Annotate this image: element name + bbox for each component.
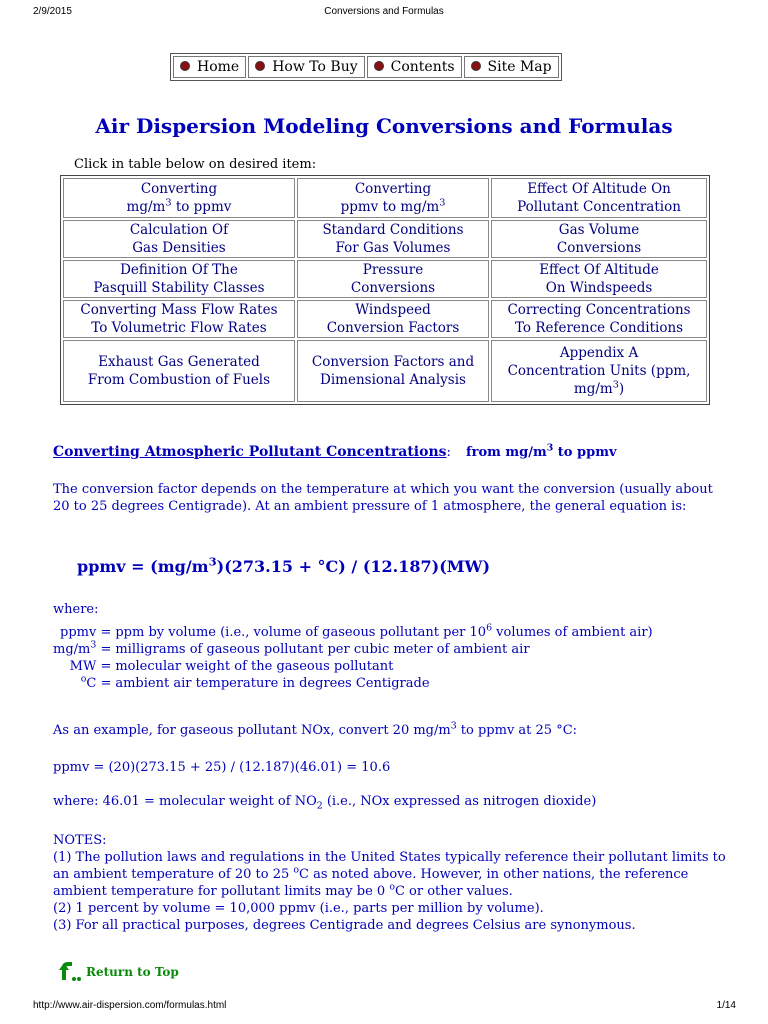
section-heading: Converting Atmospheric Pollutant Concentrations: from $mg/m^3$ to ppmv [53,442,617,460]
toc-altitude-concentration[interactable]: Effect Of Altitude On Pollutant Concentration [491,178,707,218]
section-subtitle: from $mg/m^3$ to ppmv [466,442,617,460]
where-label: where: [53,602,99,617]
bullet-icon [471,61,481,71]
intro-paragraph: The conversion factor depends on the temperature at which you want the conversion (usually about 20 to 25 degrees Centigrade). At an ambient pressure of 1 atmosphere, the general equation is: [53,482,713,514]
calculation-line: ppmv = (20)(273.15 + 25) / (12.187)(46.01) = 10.6 [53,760,391,775]
toc-gas-densities[interactable]: Calculation Of Gas Densities [63,220,295,258]
toc-standard-conditions[interactable]: Standard Conditions For Gas Volumes [297,220,489,258]
return-arrow-icon [58,960,84,985]
toc-altitude-windspeeds[interactable]: Effect Of Altitude On Windspeeds [491,260,707,298]
instruction-text: Click in table below on desired item: [74,157,317,172]
notes-title: NOTES: [53,833,107,848]
nav-site-map[interactable]: Site Map [464,56,559,78]
def-value: ppm by volume (i.e., volume of gaseous pollutant per $10^6$ volumes of ambient air) [115,622,653,640]
note-1: (1) The pollution laws and regulations in the United States typically reference their pollutant limits to an ambient temperature of 20 to 25 $^o$C as noted above. However, in other nations, the reference ambient temperature for pollutant limits may be 0 $^o$C or other values. [53,850,726,899]
toc-mass-flow[interactable]: Converting Mass Flow Rates To Volumetric Flow Rates [63,300,295,338]
page-title: Air Dispersion Modeling Conversions and Formulas [95,114,673,138]
def-key: MW = [69,659,112,674]
molecular-weight-line: where: 46.01 = molecular weight of $NO_2$ (i.e., NOx expressed as nitrogen dioxide) [53,794,597,812]
note-3: (3) For all practical purposes, degrees Centigrade and degrees Celsius are synonymous. [53,918,636,933]
footer-page: 1/14 [716,1000,736,1011]
nav-contents[interactable]: Contents [367,56,462,78]
nav-how-to-buy[interactable]: How To Buy [248,56,364,78]
toc-exhaust-gas[interactable]: Exhaust Gas Generated From Combustion of Fuels [63,340,295,402]
toc-gas-volume[interactable]: Gas Volume Conversions [491,220,707,258]
bullet-icon [255,61,265,71]
def-value: milligrams of gaseous pollutant per cubic meter of ambient air [115,642,530,657]
example-line: As an example, for gaseous pollutant NOx, convert 20 $mg/m^3$ to ppmv at 25 °C: [53,720,578,738]
definitions [53,624,653,692]
section-title[interactable]: Converting Atmospheric Pollutant Concentrations [53,444,447,460]
toc-dimensional-analysis[interactable]: Conversion Factors and Dimensional Analysis [297,340,489,402]
bullet-icon [180,61,190,71]
def-value: molecular weight of the gaseous pollutant [115,659,394,674]
nav-home[interactable]: Home [173,56,246,78]
def-key: $^o$C = [80,673,112,691]
return-to-top-link[interactable]: Return to Top [58,960,179,985]
footer-url: http://www.air-dispersion.com/formulas.html [33,1000,227,1011]
def-key: ppmv = [60,625,112,640]
print-title: Conversions and Formulas [324,6,444,17]
toc-windspeed[interactable]: Windspeed Conversion Factors [297,300,489,338]
def-value: ambient air temperature in degrees Centigrade [115,676,430,691]
toc-ppmv-to-mg[interactable]: Converting ppmv to $mg/m^3$ [297,178,489,218]
toc-mg-to-ppmv[interactable]: Converting $mg/m^3$ to ppmv [63,178,295,218]
toc-pressure[interactable]: Pressure Conversions [297,260,489,298]
toc-reference-conditions[interactable]: Correcting Concentrations To Reference Conditions [491,300,707,338]
def-key: $mg/m^3$ = [53,639,112,657]
note-2: (2) 1 percent by volume = 10,000 ppmv (i.e., parts per million by volume). [53,901,544,916]
bullet-icon [374,61,384,71]
toc-appendix-a[interactable]: Appendix A Concentration Units (ppm, $mg/m^3$) [491,340,707,402]
print-date: 2/9/2015 [33,6,72,17]
notes [53,832,743,934]
top-nav [170,53,562,81]
general-equation: ppmv = $(mg/m^3)(273.15 + ^\circ C) / (12.187)(MW)$ [77,554,491,576]
topic-table [60,175,710,405]
toc-pasquill[interactable]: Definition Of The Pasquill Stability Classes [63,260,295,298]
